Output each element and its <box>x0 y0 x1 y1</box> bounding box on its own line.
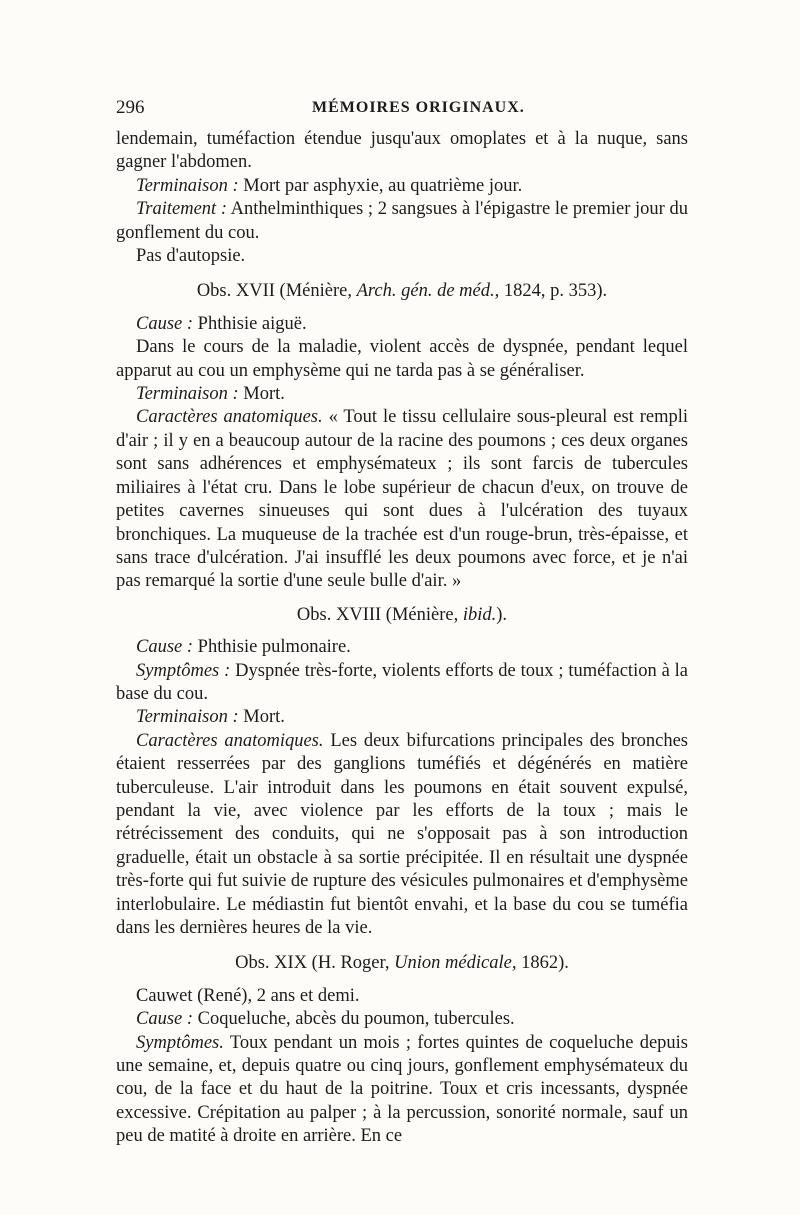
paragraph: Cauwet (René), 2 ans et demi. <box>136 985 360 1006</box>
field-label: Caractères anatomiques. <box>136 407 323 428</box>
paragraph <box>116 313 688 336</box>
field-label: Symptômes. <box>136 1032 224 1053</box>
paragraph <box>116 1008 688 1031</box>
obs-reference: Union médicale, <box>394 953 517 974</box>
paragraph <box>116 660 688 707</box>
paragraph <box>116 198 688 245</box>
field-label: Terminaison : <box>136 707 239 728</box>
paragraph <box>116 730 688 941</box>
field-label: Symptômes : <box>136 660 231 681</box>
paragraph <box>116 1032 688 1149</box>
obs-date: ). <box>496 604 508 625</box>
page-number: 296 <box>116 97 145 118</box>
observation-heading <box>116 280 688 303</box>
paragraph-text: Dyspnée très-forte, violents efforts de toux ; tuméfaction à la base du cou. <box>116 660 689 704</box>
body-text <box>116 128 688 1149</box>
paragraph <box>116 636 688 659</box>
obs-reference: ibid. <box>462 604 497 625</box>
paragraph-text: Toux pendant un mois ; fortes quintes de coqueluche depuis une semaine, et, depuis quatre ou cinq jours, gonflement emphysémateux du cou, de la face et du haut de la poitrine. Toux et cris incessants, dyspnée excessive. Crépitation au palper ; à la percussion, sonorité normale, sauf un peu de matité à droite en arrière. En ce <box>116 1032 688 1147</box>
obs-title: Obs. XVIII (Ménière, <box>296 604 459 625</box>
field-label: Cause : <box>136 637 194 658</box>
paragraph-text: « Tout le tissu cellulaire sous-pleural est rempli d'air ; il y en a beaucoup autour de la racine des poumons ; ces deux organes sont sans adhérences et emphysémateux ; ils sont farcis de tubercules miliaires à l'état cru. Dans le lobe supérieur de chacun d'eux, on trouve de petites cavernes sinueuses qui sont dues à l'ulcération des tuyaux bronchiques. La muqueuse de la trachée est d'un rouge-brun, très-épaisse, et sans trace d'ulcération. J'ai insufflé les deux poumons avec force, et je n'ai pas remarqué la sortie d'une seule bulle d'air. » <box>116 407 689 592</box>
paragraph-text: Les deux bifurcations principales des bronches étaient resserrées par des ganglions tuméfiés et dégénérés en matière tuberculeuse. L'air introduit dans les poumons en était souvent expulsé, pendant la vie, avec violence par les efforts de la toux ; mais le rétrécissement des conduits, qui ne s'opposait pas à son introduction graduelle, était un obstacle à sa sortie précipitée. Il en résultait une dyspnée très-forte qui fut suivie de rupture des vésicules pulmonaires et d'emphysème interlobulaire. Le médiastin fut bientôt envahi, et la base du cou se tuméfia dans les dernières heures de la vie. <box>116 730 688 938</box>
paragraph-text: Mort. <box>243 707 285 728</box>
field-label: Caractères anatomiques. <box>136 730 324 751</box>
paragraph <box>116 175 688 198</box>
paragraph: Dans le cours de la maladie, violent accès de dyspnée, pendant lequel apparut au cou un emphysème qui ne tarda pas à se généraliser. <box>116 337 688 381</box>
field-label: Cause : <box>136 1009 194 1030</box>
field-label: Terminaison : <box>136 175 239 196</box>
obs-date: 1824, p. 353). <box>503 281 608 302</box>
observation-heading <box>116 952 688 975</box>
field-label: Terminaison : <box>136 384 239 405</box>
obs-reference: Arch. gén. de méd., <box>356 281 500 302</box>
obs-date: 1862). <box>521 953 569 974</box>
paragraph <box>116 406 688 593</box>
paragraph: lendemain, tuméfaction étendue jusqu'aux omoplates et à la nuque, sans gagner l'abdomen. <box>116 129 688 173</box>
paragraph-text: Coqueluche, abcès du poumon, tubercules. <box>197 1009 515 1030</box>
observation-heading <box>116 604 688 627</box>
paragraph-text: Anthelminthiques ; 2 sangsues à l'épigastre le premier jour du gonflement du cou. <box>116 199 688 243</box>
obs-title: Obs. XVII (Ménière, <box>196 281 352 302</box>
paragraph-text: Phthisie aiguë. <box>197 313 307 334</box>
paragraph <box>116 706 688 729</box>
field-label: Cause : <box>136 313 194 334</box>
paragraph-text: Mort par asphyxie, au quatrième jour. <box>243 175 523 196</box>
field-label: Traitement : <box>136 199 227 220</box>
paragraph-text: Phthisie pulmonaire. <box>197 637 351 658</box>
paragraph: Pas d'autopsie. <box>136 246 246 267</box>
paragraph-text: Mort. <box>243 384 285 405</box>
obs-title: Obs. XIX (H. Roger, <box>235 953 390 974</box>
running-title: MÉMOIRES ORIGINAUX. <box>312 99 525 116</box>
paragraph <box>116 383 688 406</box>
